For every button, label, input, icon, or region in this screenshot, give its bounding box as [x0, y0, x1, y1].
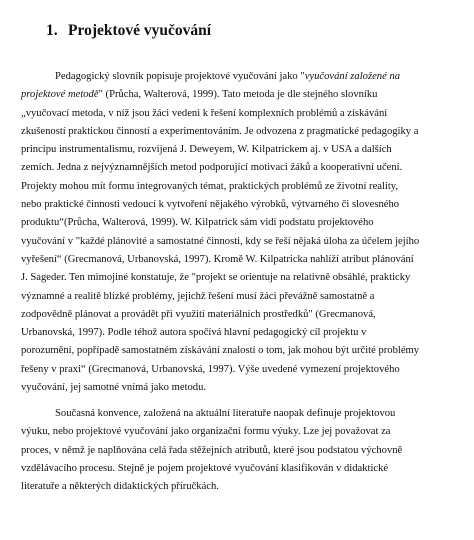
- paragraph-line: Urbanovská, 1997). Podle téhož autora spočívá hlavní pedagogický cíl projektu v: [21, 327, 367, 339]
- paragraph-line: projektové metodě" (Průcha, Walterová, 1999). Tato metoda je dle stejného slovníku: [21, 89, 378, 101]
- paragraph-line: nebo praktické činnosti vedoucí k vytvoření nějakého výrobků, výtvarného či slovesného: [21, 199, 400, 211]
- paragraph-line: vyučování v "každé plánovité a samostatné činnosti, kdy se řeší nějaká úloha za účelem jejího: [21, 235, 420, 247]
- paragraph-line: J. Sageder. Ten mimojiné konstatuje, že "projekt se orientuje na relativně obsáhlé, prakticky: [21, 272, 411, 284]
- paragraph-line: proces, v němž je naplňována celá řada stěžejních atributů, které jsou podstatou výchovně: [21, 444, 403, 456]
- paragraph-line: vzdělávacího procesu. Stejně je pojem projektové vyučování klasifikován v didaktické: [21, 462, 389, 474]
- section-title: Projektové vyučování: [68, 22, 212, 39]
- paragraph-line: porozumění, popřípadě samostatném získávání znalostí o tom, jak mohou být určité problémy: [21, 345, 420, 357]
- section-number: 1.: [46, 22, 58, 39]
- paragraph-convention: [21, 405, 461, 496]
- paragraph-line: významné a realitě blízké problémy, jejichž řešení musí žáci převážně samostatně a: [21, 290, 375, 302]
- paragraph-line: zodpovědně plánovat a provádět při využití materiálních prostředků" (Grecmanová,: [21, 308, 376, 320]
- paragraph-line: Pedagogický slovník popisuje projektové vyučování jako "vyučování založené na: [55, 71, 401, 82]
- paragraph-line: literatuře a některých didaktických příručkách.: [21, 481, 219, 493]
- paragraph-line: vyučování, jej samotné vnímá jako metodu.: [21, 382, 207, 394]
- paragraph-definition: [21, 68, 461, 397]
- section-heading: [46, 22, 211, 40]
- paragraph-line: produktu“(Průcha, Walterová, 1999). W. Kilpatrick sám vidí podstatu projektového: [21, 217, 374, 229]
- paragraph-line: zkušeností praktickou činností a experimentováním. Je odvozena z pragmatické pedagogiky a: [21, 125, 419, 137]
- paragraph-line: Současná konvence, založená na aktuální literatuře naopak definuje projektovou: [55, 408, 396, 419]
- paragraph-line: řešeny v praxi“ (Grecmanová, Urbanovská, 1997). Výše uvedené vymezení projektového: [21, 363, 400, 375]
- paragraph-line: zemích. Jedna z nejvýznamnějších metod podporující motivaci žáků a kooperativní učení.: [21, 162, 403, 174]
- paragraph-line: principu instrumentalismu, rozvíjená J. Deweyem, W. Kilpatrickem aj. v USA a dalších: [21, 144, 392, 156]
- paragraph-line: vyřešení“ (Grecmanová, Urbanovská, 1997). Kromě W. Kilpatricka nahlíží atribut plánování: [21, 253, 414, 265]
- paragraph-line: výuku, nebo projektové vyučování jako organizační formu výuky. Lze jej považovat za: [21, 426, 391, 438]
- paragraph-line: „vyučovací metoda, v níž jsou žáci vedeni k řešení komplexních problémů a získávání: [21, 107, 388, 119]
- paragraph-line: Projekty mohou mít formu integrovaných témat, praktických problémů ze životní reality,: [21, 180, 399, 192]
